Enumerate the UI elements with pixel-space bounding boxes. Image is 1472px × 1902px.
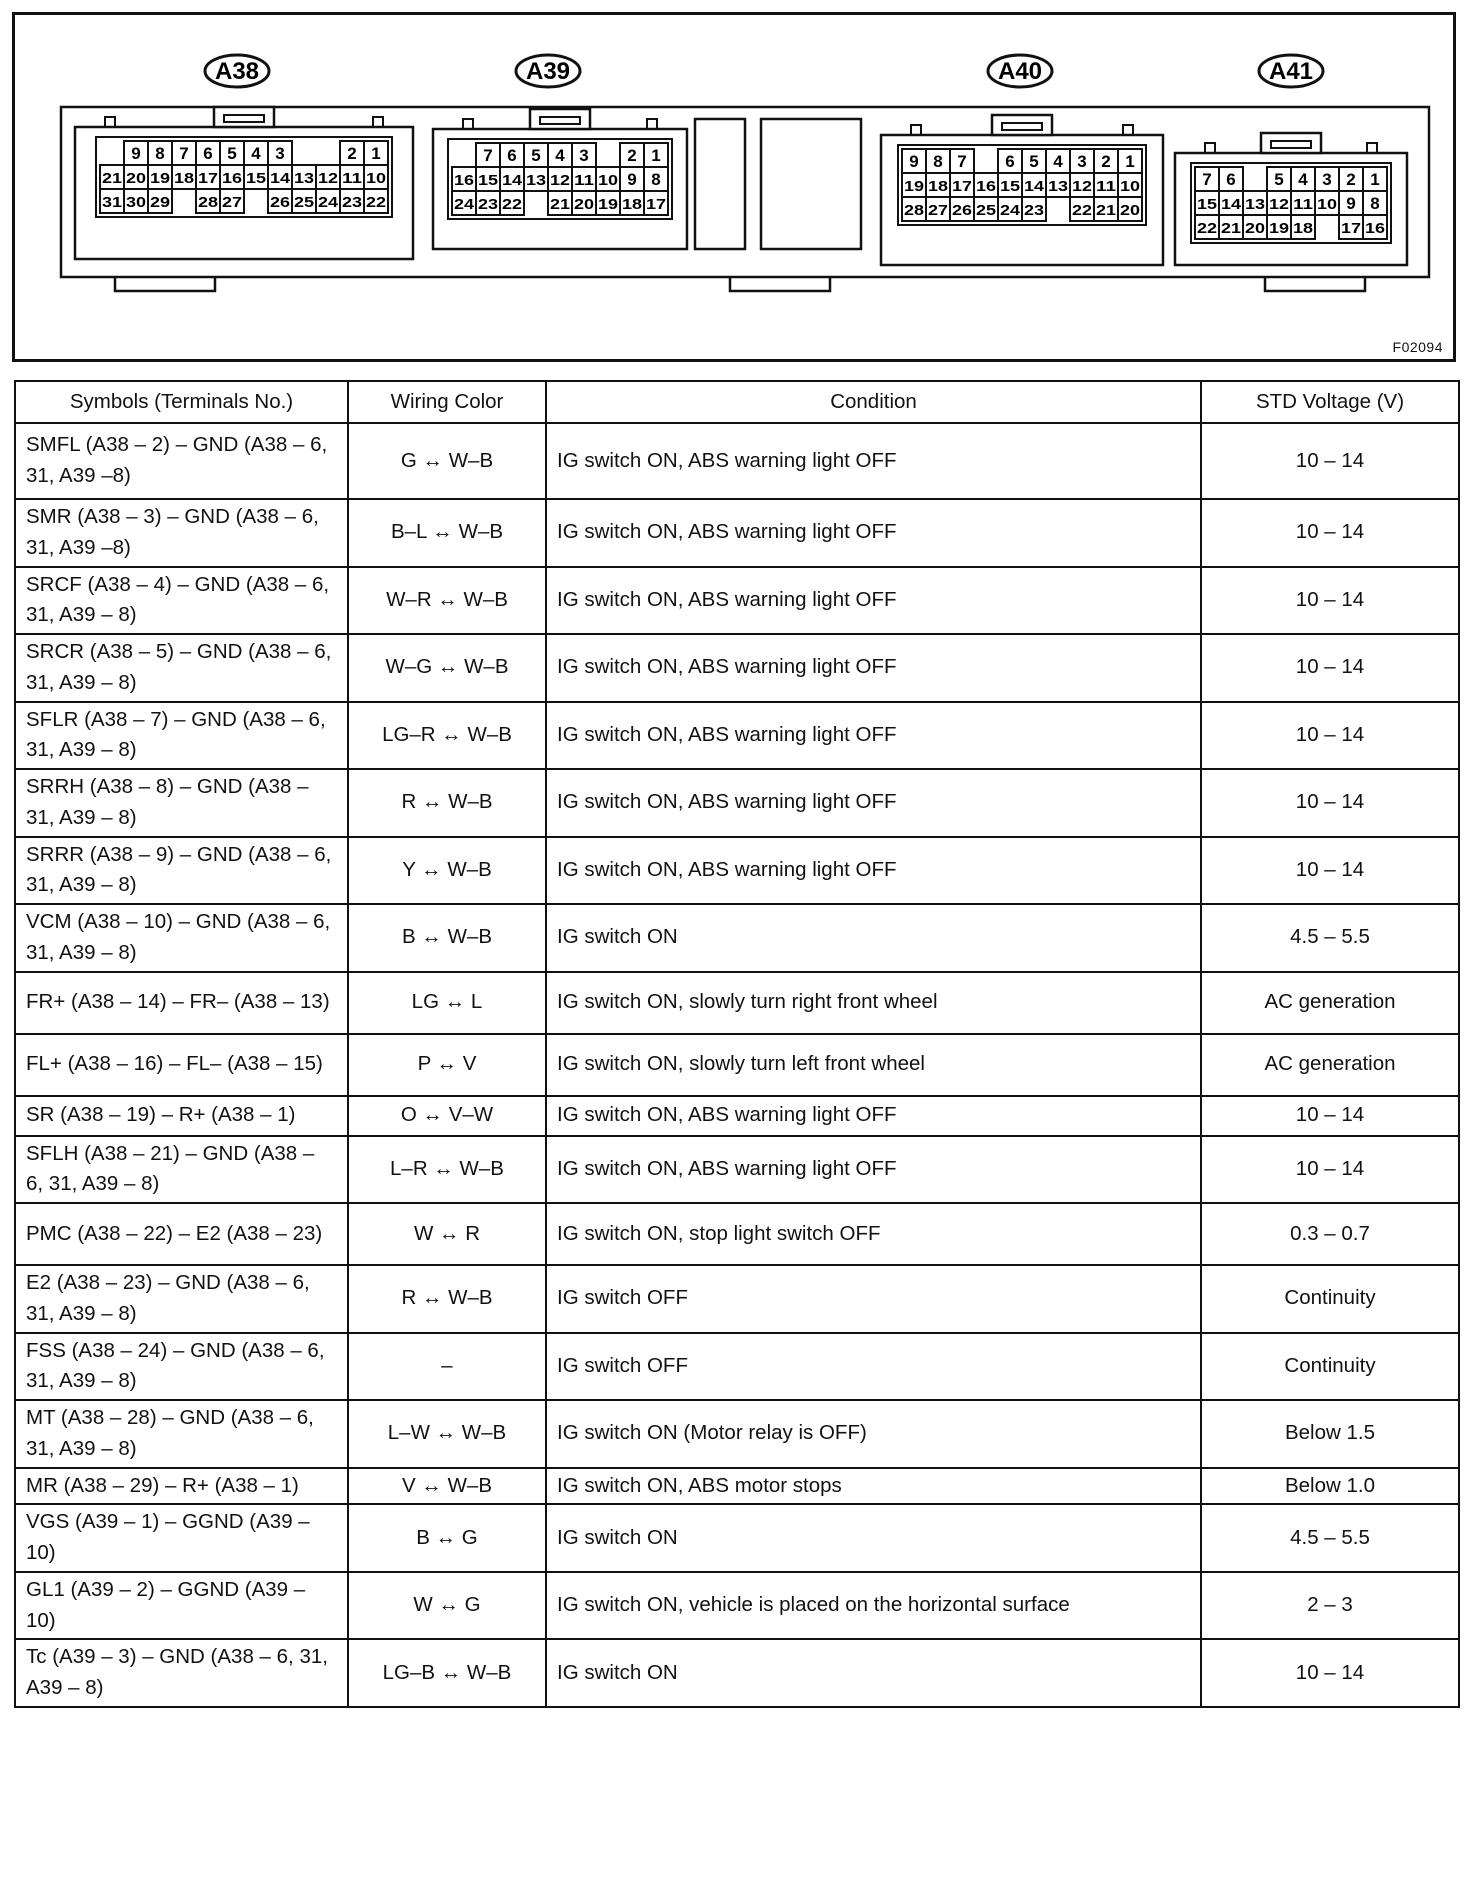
- condition-cell: IG switch ON: [546, 904, 1201, 972]
- wiring-color-cell: G ↔ W–B: [348, 423, 546, 499]
- wiring-color-cell: P ↔ V: [348, 1034, 546, 1096]
- housing-tab: [115, 277, 215, 291]
- symbol-cell: SRRR (A38 – 9) – GND (A38 – 6, 31, A39 – 8): [15, 837, 348, 905]
- terminal-number: 7: [483, 146, 493, 165]
- std-voltage-cell: AC generation: [1201, 972, 1459, 1034]
- guide-pin: [1205, 143, 1215, 153]
- symbol-cell: SRCF (A38 – 4) – GND (A38 – 6, 31, A39 – 8): [15, 567, 348, 635]
- terminal-number: 16: [1365, 220, 1385, 237]
- std-voltage-cell: 10 – 14: [1201, 1136, 1459, 1204]
- wiring-color-cell: Y ↔ W–B: [348, 837, 546, 905]
- wiring-color-cell: W ↔ G: [348, 1572, 546, 1640]
- terminal-number: 20: [574, 196, 594, 213]
- condition-cell: IG switch ON, vehicle is placed on the horizontal surface: [546, 1572, 1201, 1640]
- symbol-cell: SMR (A38 – 3) – GND (A38 – 6, 31, A39 –8): [15, 499, 348, 567]
- symbol-cell: SRCR (A38 – 5) – GND (A38 – 6, 31, A39 – 8): [15, 634, 348, 702]
- terminal-number: 18: [928, 178, 948, 195]
- terminal-number: 26: [952, 202, 972, 219]
- terminal-number: 2: [347, 144, 357, 163]
- terminal-number: 13: [526, 172, 546, 189]
- connector-label: A39: [525, 58, 571, 85]
- table-header-row: [15, 381, 1459, 423]
- condition-cell: IG switch ON, slowly turn left front wheel: [546, 1034, 1201, 1096]
- terminal-number: 16: [976, 178, 996, 195]
- terminal-number: 15: [1000, 178, 1020, 195]
- terminal-number: 6: [1226, 170, 1236, 189]
- symbol-cell: SMFL (A38 – 2) – GND (A38 – 6, 31, A39 –8): [15, 423, 348, 499]
- terminal-number: 1: [1370, 170, 1380, 189]
- wiring-color-cell: B–L ↔ W–B: [348, 499, 546, 567]
- table-row: [15, 499, 1459, 567]
- terminal-number: 20: [1120, 202, 1140, 219]
- wiring-color-cell: O ↔ V–W: [348, 1096, 546, 1136]
- connector-a38: [75, 55, 413, 259]
- terminal-number: 5: [531, 146, 541, 165]
- guide-pin: [373, 117, 383, 127]
- symbol-cell: VGS (A39 – 1) – GGND (A39 – 10): [15, 1504, 348, 1572]
- connector-label: A40: [997, 58, 1043, 85]
- terminal-number: 17: [1341, 220, 1361, 237]
- terminal-number: 11: [1293, 196, 1313, 213]
- terminal-number: 17: [952, 178, 972, 195]
- terminal-number: 13: [294, 170, 314, 187]
- table-row: [15, 837, 1459, 905]
- terminal-number: 12: [550, 172, 570, 189]
- connector-label: A41: [1268, 58, 1314, 85]
- terminal-number: 12: [1072, 178, 1092, 195]
- terminal-number: 3: [579, 146, 589, 165]
- terminal-number: 14: [1024, 178, 1045, 195]
- header-std-voltage: STD Voltage (V): [1201, 381, 1459, 423]
- symbol-cell: E2 (A38 – 23) – GND (A38 – 6, 31, A39 – 8): [15, 1265, 348, 1333]
- header-wiring-color: Wiring Color: [348, 381, 546, 423]
- condition-cell: IG switch ON, ABS warning light OFF: [546, 837, 1201, 905]
- terminal-number: 24: [1000, 202, 1021, 219]
- terminal-number: 22: [1072, 202, 1092, 219]
- terminal-number: 2: [1101, 152, 1111, 171]
- std-voltage-cell: 10 – 14: [1201, 1639, 1459, 1707]
- std-voltage-cell: 10 – 14: [1201, 634, 1459, 702]
- condition-cell: IG switch ON, ABS warning light OFF: [546, 1136, 1201, 1204]
- table-row: [15, 1639, 1459, 1707]
- std-voltage-cell: 10 – 14: [1201, 769, 1459, 837]
- terminal-number: 2: [1346, 170, 1356, 189]
- std-voltage-cell: 4.5 – 5.5: [1201, 904, 1459, 972]
- table-row: [15, 1572, 1459, 1640]
- wiring-color-cell: LG ↔ L: [348, 972, 546, 1034]
- condition-cell: IG switch ON, ABS warning light OFF: [546, 702, 1201, 770]
- wiring-color-cell: L–R ↔ W–B: [348, 1136, 546, 1204]
- condition-cell: IG switch ON, ABS warning light OFF: [546, 1096, 1201, 1136]
- terminal-number: 11: [574, 172, 594, 189]
- terminal-number: 5: [227, 144, 237, 163]
- terminal-number: 6: [203, 144, 213, 163]
- guide-pin: [647, 119, 657, 129]
- symbol-cell: SFLR (A38 – 7) – GND (A38 – 6, 31, A39 – 8): [15, 702, 348, 770]
- std-voltage-cell: 10 – 14: [1201, 1096, 1459, 1136]
- condition-cell: IG switch ON (Motor relay is OFF): [546, 1400, 1201, 1468]
- wiring-color-cell: R ↔ W–B: [348, 769, 546, 837]
- terminal-number: 24: [454, 196, 475, 213]
- symbol-cell: FR+ (A38 – 14) – FR– (A38 – 13): [15, 972, 348, 1034]
- terminal-number: 24: [318, 194, 339, 211]
- terminal-number: 23: [478, 196, 498, 213]
- terminal-number: 13: [1245, 196, 1265, 213]
- terminal-number: 21: [550, 196, 570, 213]
- terminal-number: 7: [957, 152, 967, 171]
- terminal-number: 10: [598, 172, 618, 189]
- wiring-color-cell: –: [348, 1333, 546, 1401]
- std-voltage-cell: 0.3 – 0.7: [1201, 1203, 1459, 1265]
- terminal-number: 20: [1245, 220, 1265, 237]
- condition-cell: IG switch ON, ABS warning light OFF: [546, 769, 1201, 837]
- terminal-number: 9: [909, 152, 919, 171]
- std-voltage-cell: 10 – 14: [1201, 837, 1459, 905]
- guide-pin: [911, 125, 921, 135]
- std-voltage-cell: Below 1.0: [1201, 1468, 1459, 1505]
- symbol-cell: GL1 (A39 – 2) – GGND (A39 – 10): [15, 1572, 348, 1640]
- terminal-number: 14: [502, 172, 523, 189]
- terminal-number: 21: [1221, 220, 1241, 237]
- table-row: [15, 1468, 1459, 1505]
- std-voltage-cell: 2 – 3: [1201, 1572, 1459, 1640]
- wiring-color-cell: B ↔ W–B: [348, 904, 546, 972]
- terminal-number: 19: [150, 170, 170, 187]
- terminal-number: 1: [1125, 152, 1135, 171]
- std-voltage-cell: 10 – 14: [1201, 423, 1459, 499]
- condition-cell: IG switch ON: [546, 1504, 1201, 1572]
- header-symbols: Symbols (Terminals No.): [15, 381, 348, 423]
- terminal-number: 15: [1197, 196, 1217, 213]
- table-row: [15, 1400, 1459, 1468]
- table-row: [15, 1504, 1459, 1572]
- terminal-number: 21: [1096, 202, 1116, 219]
- terminal-number: 22: [366, 194, 386, 211]
- table-row: [15, 1203, 1459, 1265]
- terminal-number: 7: [179, 144, 189, 163]
- wiring-color-cell: W ↔ R: [348, 1203, 546, 1265]
- guide-pin: [463, 119, 473, 129]
- guide-pin: [1367, 143, 1377, 153]
- connector-drawing: [15, 15, 1453, 359]
- table-row: [15, 1034, 1459, 1096]
- terminal-number: 9: [627, 170, 637, 189]
- connector-diagram: [12, 12, 1456, 362]
- terminal-number: 5: [1274, 170, 1284, 189]
- condition-cell: IG switch ON: [546, 1639, 1201, 1707]
- terminal-spec-table: [14, 380, 1460, 1708]
- symbol-cell: PMC (A38 – 22) – E2 (A38 – 23): [15, 1203, 348, 1265]
- terminal-number: 14: [270, 170, 291, 187]
- condition-cell: IG switch ON, ABS motor stops: [546, 1468, 1201, 1505]
- wiring-color-cell: V ↔ W–B: [348, 1468, 546, 1505]
- table-row: [15, 1333, 1459, 1401]
- terminal-number: 23: [342, 194, 362, 211]
- terminal-number: 6: [1005, 152, 1015, 171]
- terminal-number: 17: [646, 196, 666, 213]
- terminal-number: 19: [1269, 220, 1289, 237]
- condition-cell: IG switch OFF: [546, 1333, 1201, 1401]
- terminal-number: 12: [1269, 196, 1289, 213]
- condition-cell: IG switch ON, ABS warning light OFF: [546, 634, 1201, 702]
- condition-cell: IG switch ON, ABS warning light OFF: [546, 499, 1201, 567]
- connector-a41: [1175, 55, 1407, 265]
- terminal-number: 16: [222, 170, 242, 187]
- condition-cell: IG switch ON, stop light switch OFF: [546, 1203, 1201, 1265]
- terminal-number: 20: [126, 170, 146, 187]
- std-voltage-cell: AC generation: [1201, 1034, 1459, 1096]
- terminal-number: 18: [1293, 220, 1313, 237]
- terminal-number: 12: [318, 170, 338, 187]
- terminal-number: 15: [478, 172, 498, 189]
- terminal-number: 29: [150, 194, 170, 211]
- symbol-cell: SFLH (A38 – 21) – GND (A38 – 6, 31, A39 – 8): [15, 1136, 348, 1204]
- symbol-cell: SRRH (A38 – 8) – GND (A38 – 31, A39 – 8): [15, 769, 348, 837]
- std-voltage-cell: Below 1.5: [1201, 1400, 1459, 1468]
- symbol-cell: SR (A38 – 19) – R+ (A38 – 1): [15, 1096, 348, 1136]
- connector-a40: [881, 55, 1163, 265]
- std-voltage-cell: 4.5 – 5.5: [1201, 1504, 1459, 1572]
- table-row: [15, 567, 1459, 635]
- table-row: [15, 702, 1459, 770]
- terminal-number: 18: [174, 170, 194, 187]
- terminal-number: 13: [1048, 178, 1068, 195]
- std-voltage-cell: 10 – 14: [1201, 499, 1459, 567]
- terminal-number: 10: [1120, 178, 1140, 195]
- header-condition: Condition: [546, 381, 1201, 423]
- housing-tab: [730, 277, 830, 291]
- figure-id: F02094: [1392, 339, 1443, 355]
- terminal-number: 15: [246, 170, 266, 187]
- table-row: [15, 1265, 1459, 1333]
- terminal-number: 25: [294, 194, 314, 211]
- terminal-number: 3: [1077, 152, 1087, 171]
- terminal-number: 28: [904, 202, 924, 219]
- housing-tab: [1265, 277, 1365, 291]
- condition-cell: IG switch OFF: [546, 1265, 1201, 1333]
- table-row: [15, 1136, 1459, 1204]
- terminal-number: 25: [976, 202, 996, 219]
- symbol-cell: FSS (A38 – 24) – GND (A38 – 6, 31, A39 – 8): [15, 1333, 348, 1401]
- terminal-number: 4: [1298, 170, 1308, 189]
- terminal-number: 28: [198, 194, 218, 211]
- table-row: [15, 634, 1459, 702]
- terminal-number: 1: [371, 144, 381, 163]
- symbol-cell: MR (A38 – 29) – R+ (A38 – 1): [15, 1468, 348, 1505]
- symbol-cell: FL+ (A38 – 16) – FL– (A38 – 15): [15, 1034, 348, 1096]
- condition-cell: IG switch ON, ABS warning light OFF: [546, 567, 1201, 635]
- connector-a39: [433, 55, 687, 249]
- wiring-color-cell: B ↔ G: [348, 1504, 546, 1572]
- terminal-number: 18: [622, 196, 642, 213]
- std-voltage-cell: 10 – 14: [1201, 567, 1459, 635]
- std-voltage-cell: Continuity: [1201, 1333, 1459, 1401]
- terminal-number: 4: [555, 146, 565, 165]
- terminal-number: 19: [598, 196, 618, 213]
- symbol-cell: MT (A38 – 28) – GND (A38 – 6, 31, A39 – 8): [15, 1400, 348, 1468]
- terminal-number: 8: [155, 144, 165, 163]
- terminal-number: 27: [222, 194, 242, 211]
- terminal-number: 5: [1029, 152, 1039, 171]
- terminal-number: 9: [1346, 194, 1356, 213]
- wiring-color-cell: W–R ↔ W–B: [348, 567, 546, 635]
- blank-block: [695, 119, 745, 249]
- table-row: [15, 1096, 1459, 1136]
- terminal-number: 10: [1317, 196, 1337, 213]
- condition-cell: IG switch ON, slowly turn right front wheel: [546, 972, 1201, 1034]
- table-row: [15, 769, 1459, 837]
- wiring-color-cell: W–G ↔ W–B: [348, 634, 546, 702]
- terminal-number: 8: [933, 152, 943, 171]
- terminal-number: 9: [131, 144, 141, 163]
- terminal-number: 14: [1221, 196, 1242, 213]
- guide-pin: [1123, 125, 1133, 135]
- terminal-number: 1: [651, 146, 661, 165]
- terminal-number: 19: [904, 178, 924, 195]
- terminal-number: 6: [507, 146, 517, 165]
- terminal-number: 4: [1053, 152, 1063, 171]
- terminal-number: 2: [627, 146, 637, 165]
- terminal-number: 4: [251, 144, 261, 163]
- condition-cell: IG switch ON, ABS warning light OFF: [546, 423, 1201, 499]
- wiring-color-cell: R ↔ W–B: [348, 1265, 546, 1333]
- table-row: [15, 423, 1459, 499]
- terminal-number: 31: [102, 194, 122, 211]
- terminal-number: 11: [342, 170, 362, 187]
- terminal-number: 22: [1197, 220, 1217, 237]
- terminal-number: 10: [366, 170, 386, 187]
- wiring-color-cell: LG–B ↔ W–B: [348, 1639, 546, 1707]
- guide-pin: [105, 117, 115, 127]
- terminal-number: 3: [275, 144, 285, 163]
- terminal-number: 8: [651, 170, 661, 189]
- terminal-number: 17: [198, 170, 218, 187]
- terminal-number: 26: [270, 194, 290, 211]
- terminal-number: 11: [1096, 178, 1116, 195]
- terminal-number: 3: [1322, 170, 1332, 189]
- table-row: [15, 904, 1459, 972]
- terminal-number: 21: [102, 170, 122, 187]
- blank-block: [761, 119, 861, 249]
- std-voltage-cell: 10 – 14: [1201, 702, 1459, 770]
- wiring-color-cell: L–W ↔ W–B: [348, 1400, 546, 1468]
- terminal-number: 30: [126, 194, 146, 211]
- symbol-cell: Tc (A39 – 3) – GND (A38 – 6, 31, A39 – 8): [15, 1639, 348, 1707]
- terminal-number: 7: [1202, 170, 1212, 189]
- terminal-number: 23: [1024, 202, 1044, 219]
- terminal-number: 8: [1370, 194, 1380, 213]
- wiring-color-cell: LG–R ↔ W–B: [348, 702, 546, 770]
- terminal-number: 16: [454, 172, 474, 189]
- table-row: [15, 972, 1459, 1034]
- connector-label: A38: [214, 58, 260, 85]
- terminal-number: 27: [928, 202, 948, 219]
- terminal-number: 22: [502, 196, 522, 213]
- std-voltage-cell: Continuity: [1201, 1265, 1459, 1333]
- symbol-cell: VCM (A38 – 10) – GND (A38 – 6, 31, A39 – 8): [15, 904, 348, 972]
